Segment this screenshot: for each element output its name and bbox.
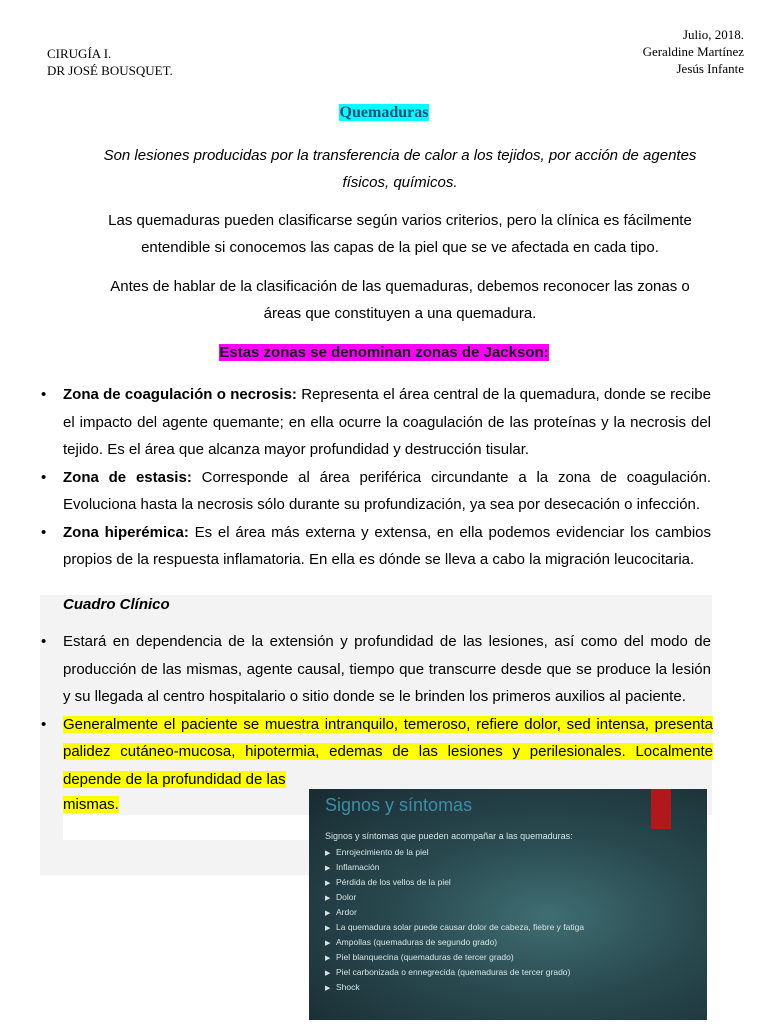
list-item: • Estará en dependencia de la extensión y profundidad de las lesiones, así como del modo de producción de las mismas, agente causal, tiempo que transcurre desde que se produce la lesión y su llegada al centro hospitalario o sitio donde se le brinden los primeros auxilios al paciente. bbox=[63, 628, 711, 711]
triangle-bullet-icon: ▶ bbox=[325, 970, 331, 977]
definition-paragraph: Son lesiones producidas por la transferencia de calor a los tejidos, por acción de agentes físicos, químicos. bbox=[103, 147, 697, 191]
professor-name: DR JOSÉ BOUSQUET. bbox=[47, 63, 173, 78]
slide-item: ▶ Ampollas (quemaduras de segundo grado) bbox=[325, 935, 584, 950]
date: Julio, 2018. bbox=[682, 27, 744, 42]
zones-intro-paragraph: Antes de hablar de la clasificación de las quemaduras, debemos reconocer las zonas o áreas que constituyen a una quemadura. bbox=[110, 278, 690, 322]
list-item bbox=[63, 464, 711, 519]
slide-item: ▶ Ardor bbox=[325, 905, 584, 920]
zones-heading: Estas zonas se denominan zonas de Jackson: bbox=[219, 344, 549, 361]
slide-item: ▶ Enrojecimiento de la piel bbox=[325, 845, 584, 860]
slide-item: ▶ Shock bbox=[325, 980, 584, 995]
triangle-bullet-icon: ▶ bbox=[325, 865, 331, 872]
slide-subtitle: Signos y síntomas que pueden acompañar a las quemaduras: bbox=[325, 831, 573, 841]
zone-term: Zona de coagulación o necrosis: bbox=[63, 386, 297, 403]
classification-paragraph: Las quemaduras pueden clasificarse según varios criterios, pero la clínica es fácilmente entendible si conocemos las capas de la piel que se ve afectada en cada tipo. bbox=[108, 212, 692, 256]
zone-text: Corresponde al área periférica circundante a la zona de coagulación. Evoluciona hasta la necrosis sólo durante su profundización, ya sea por desecación o infección. bbox=[63, 468, 711, 513]
slide-accent-bar bbox=[651, 789, 671, 829]
triangle-bullet-icon: ▶ bbox=[325, 925, 331, 932]
signs-symptoms-slide bbox=[309, 789, 707, 1020]
triangle-bullet-icon: ▶ bbox=[325, 850, 331, 857]
list-item-continuation: mismas. bbox=[63, 796, 119, 813]
zone-text: Representa el área central de la quemadura, donde se recibe el impacto del agente quemante; en ella ocurre la coagulación de las proteínas y la necrosis del tejido. Es el área que alcanza mayor profundidad y destrucción tisular. bbox=[63, 386, 711, 458]
author-header bbox=[643, 26, 744, 77]
triangle-bullet-icon: ▶ bbox=[325, 910, 331, 917]
highlighted-text: Generalmente el paciente se muestra intranquilo, temeroso, refiere dolor, sed intensa, presenta palidez cutáneo-mucosa, hipotermia, edemas de las lesiones y perilesionales. Localmente depende de la profundidad de las bbox=[63, 715, 713, 788]
slide-title: Signos y síntomas bbox=[325, 795, 473, 815]
course-header bbox=[47, 45, 173, 79]
section-heading: Cuadro Clínico bbox=[63, 596, 170, 613]
zones-list bbox=[63, 381, 711, 574]
triangle-bullet-icon: ▶ bbox=[325, 895, 331, 902]
zone-term: Zona de estasis: bbox=[63, 468, 192, 486]
triangle-bullet-icon: ▶ bbox=[325, 955, 331, 962]
triangle-bullet-icon: ▶ bbox=[325, 985, 331, 992]
page-title: Quemaduras bbox=[339, 104, 429, 121]
slide-item: ▶ Piel carbonizada o ennegrecida (quemaduras de tercer grado) bbox=[325, 965, 584, 980]
slide-item: ▶ Inflamación bbox=[325, 860, 584, 875]
slide-symptom-list bbox=[325, 845, 584, 995]
list-item bbox=[63, 381, 711, 464]
zone-text: Es el área más externa y extensa, en ella podemos evidenciar los cambios propios de la respuesta inflamatoria. En ella es dónde se lleva a cabo la migración leucocitaria. bbox=[63, 523, 712, 568]
triangle-bullet-icon: ▶ bbox=[325, 880, 331, 887]
slide-item: ▶ Dolor bbox=[325, 890, 584, 905]
author-1: Geraldine Martínez bbox=[642, 44, 744, 59]
author-2: Jesús Infante bbox=[676, 61, 744, 76]
list-item bbox=[63, 711, 713, 794]
slide-item: ▶ Piel blanquecina (quemaduras de tercer grado) bbox=[325, 950, 584, 965]
zone-term: Zona hiperémica: bbox=[63, 523, 189, 541]
slide-item: ▶ La quemadura solar puede causar dolor de cabeza, fiebre y fatiga bbox=[325, 920, 584, 935]
course-name: CIRUGÍA I. bbox=[47, 46, 112, 61]
list-item bbox=[63, 519, 711, 574]
triangle-bullet-icon: ▶ bbox=[325, 940, 331, 947]
clinical-list bbox=[63, 628, 711, 793]
slide-item: ▶ Pérdida de los vellos de la piel bbox=[325, 875, 584, 890]
section-gap bbox=[63, 815, 310, 840]
